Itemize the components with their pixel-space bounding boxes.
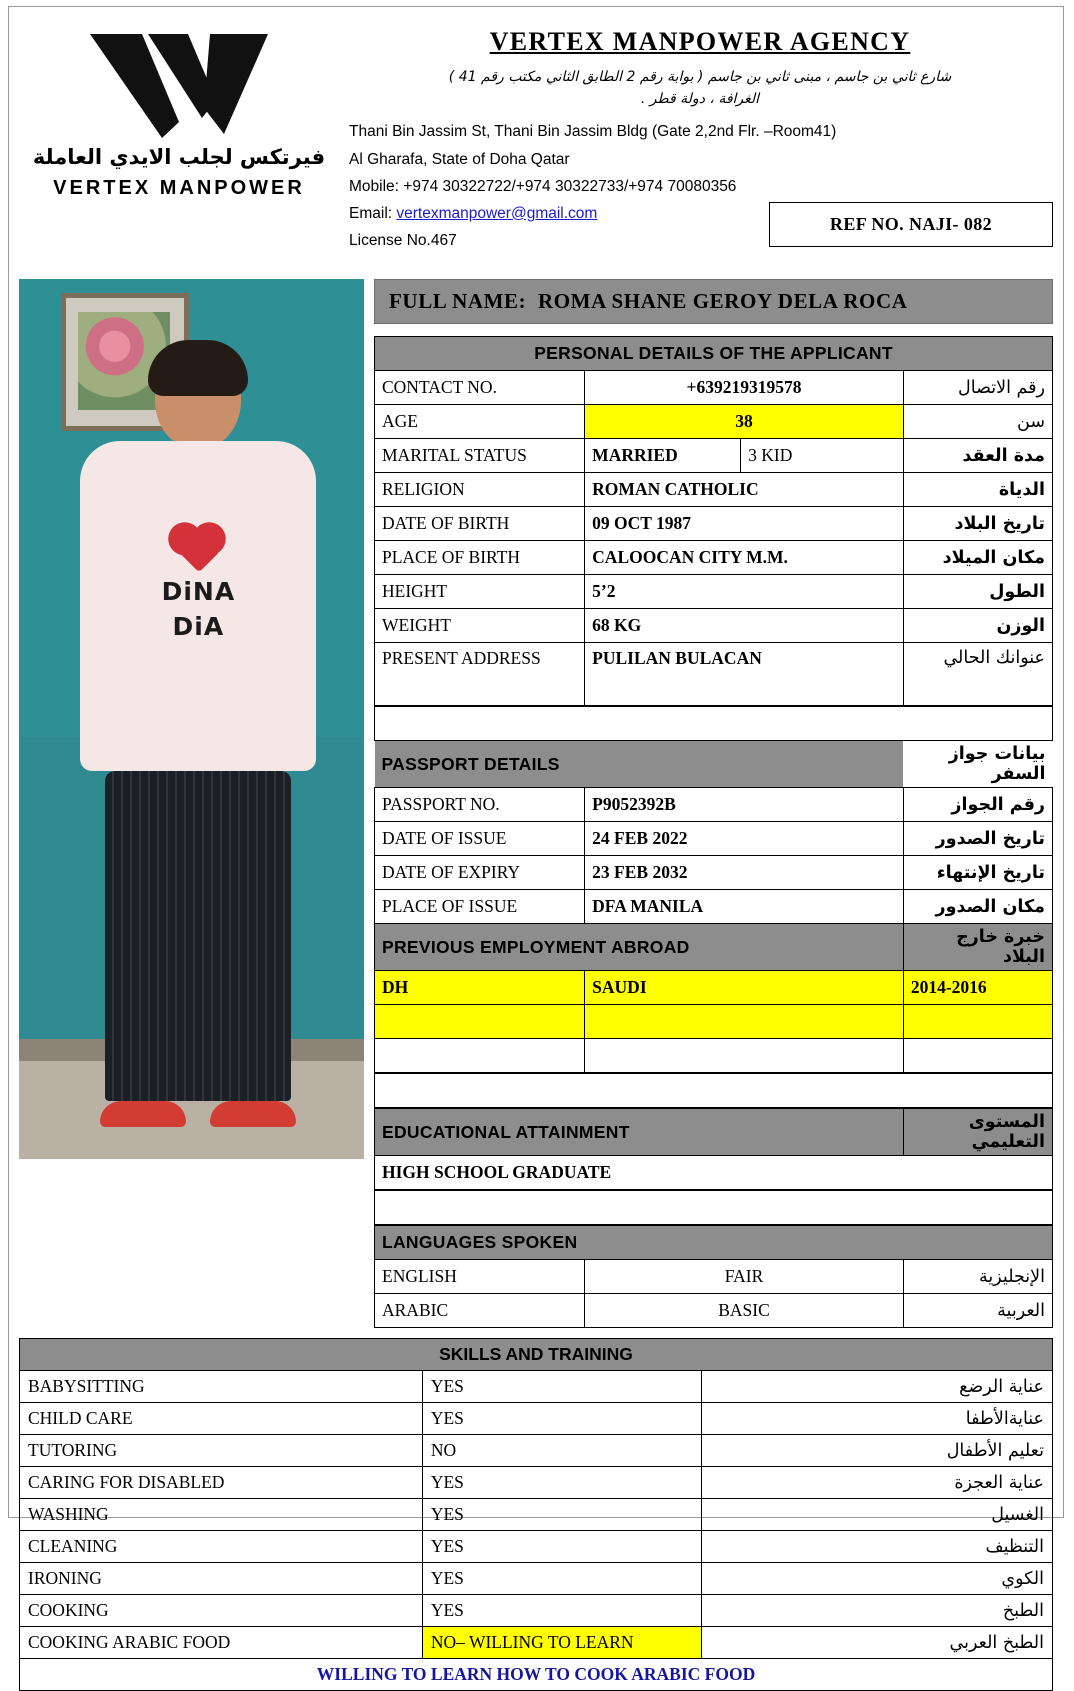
row-label: PLACE OF ISSUE bbox=[375, 890, 585, 924]
skill-name: IRONING bbox=[20, 1563, 423, 1595]
education-section-header-arabic: المستوى التعليمي bbox=[903, 1109, 1052, 1156]
row-label: AGE bbox=[375, 405, 585, 439]
row-value: 38 bbox=[585, 405, 904, 439]
prev-years bbox=[903, 1005, 1052, 1039]
row-arabic: رقم الاتصال bbox=[903, 371, 1052, 405]
row-label: DATE OF BIRTH bbox=[375, 507, 585, 541]
languages-table bbox=[374, 1225, 1053, 1328]
full-name-label: FULL NAME: bbox=[389, 289, 526, 313]
row-arabic: الدياة bbox=[903, 473, 1052, 507]
row-arabic: رقم الجواز bbox=[903, 788, 1052, 822]
table-row bbox=[20, 1403, 1053, 1435]
logo-english-text: VERTEX MANPOWER bbox=[19, 177, 339, 200]
row-value: 68 KG bbox=[585, 609, 904, 643]
row-value: CALOOCAN CITY M.M. bbox=[585, 541, 904, 575]
table-row bbox=[375, 890, 1053, 924]
skill-value: YES bbox=[422, 1595, 701, 1627]
skill-value: YES bbox=[422, 1531, 701, 1563]
prev-position bbox=[375, 1039, 585, 1073]
language-name: ARABIC bbox=[375, 1294, 585, 1328]
skill-arabic: الطبخ bbox=[701, 1595, 1052, 1627]
skills-footer-note: WILLING TO LEARN HOW TO COOK ARABIC FOOD bbox=[20, 1659, 1053, 1691]
row-value: DFA MANILA bbox=[585, 890, 904, 924]
row-arabic: عنوانك الحالي bbox=[903, 643, 1052, 706]
table-row bbox=[20, 1531, 1053, 1563]
table-row bbox=[20, 1659, 1053, 1691]
agency-address-arabic-line1: شارع ثاني بن جاسم ، مبنى ثاني بن جاسم ( بوابة رقم 2 الطابق الثاني مكتب رقم 41 ) bbox=[347, 67, 1053, 89]
table-row bbox=[20, 1467, 1053, 1499]
table-row bbox=[20, 1627, 1053, 1659]
row-arabic: سن bbox=[903, 405, 1052, 439]
logo-arabic-text: فيرتكس لجلب الايدي العاملة bbox=[19, 145, 339, 169]
row-value: P9052392B bbox=[585, 788, 904, 822]
row-arabic: مدة العقد bbox=[903, 439, 1052, 473]
row-arabic: الوزن bbox=[903, 609, 1052, 643]
language-name: ENGLISH bbox=[375, 1260, 585, 1294]
skill-arabic: التنظيف bbox=[701, 1531, 1052, 1563]
row-value: 09 OCT 1987 bbox=[585, 507, 904, 541]
table-row bbox=[375, 405, 1053, 439]
table-row bbox=[375, 1156, 1053, 1190]
agency-address-line2: Al Gharafa, State of Doha Qatar bbox=[347, 146, 1053, 173]
row-label: PLACE OF BIRTH bbox=[375, 541, 585, 575]
skill-arabic: عناية‌الأطفا bbox=[701, 1403, 1052, 1435]
row-extra: 3 KID bbox=[741, 439, 904, 473]
table-row bbox=[375, 643, 1053, 706]
row-label: PASSPORT NO. bbox=[375, 788, 585, 822]
previous-employment-header-arabic: خبرة خارج البلاد bbox=[903, 924, 1052, 971]
row-arabic: تاريخ الإنتهاء bbox=[903, 856, 1052, 890]
skill-name: COOKING ARABIC FOOD bbox=[20, 1627, 423, 1659]
passport-section-header: PASSPORT DETAILS bbox=[375, 741, 904, 788]
skill-arabic: عناية الرضع bbox=[701, 1371, 1052, 1403]
prev-position: DH bbox=[375, 971, 585, 1005]
vertex-logo-icon bbox=[19, 31, 339, 141]
skill-value: NO– WILLING TO LEARN bbox=[422, 1627, 701, 1659]
passport-details-table bbox=[374, 741, 1053, 1073]
passport-section-header-arabic: بيانات جواز السفر bbox=[903, 741, 1052, 788]
skill-name: WASHING bbox=[20, 1499, 423, 1531]
skill-arabic: الكوي bbox=[701, 1563, 1052, 1595]
skill-name: CLEANING bbox=[20, 1531, 423, 1563]
row-value: MARRIED bbox=[585, 439, 741, 473]
skill-name: CARING FOR DISABLED bbox=[20, 1467, 423, 1499]
skill-name: COOKING bbox=[20, 1595, 423, 1627]
agency-title: VERTEX MANPOWER AGENCY bbox=[347, 27, 1053, 57]
table-row bbox=[20, 1563, 1053, 1595]
prev-years bbox=[903, 1039, 1052, 1073]
education-table bbox=[374, 1108, 1053, 1190]
row-arabic: مكان الميلاد bbox=[903, 541, 1052, 575]
agency-mobile: Mobile: +974 30322722/+974 30322733/+974 70080356 bbox=[347, 173, 1053, 200]
table-row bbox=[375, 575, 1053, 609]
skill-value: YES bbox=[422, 1467, 701, 1499]
reference-number-box: REF NO. NAJI- 082 bbox=[769, 202, 1053, 247]
agency-email-link[interactable]: vertexmanpower@gmail.com bbox=[396, 205, 597, 222]
document-page bbox=[8, 6, 1064, 1518]
row-label: DATE OF EXPIRY bbox=[375, 856, 585, 890]
skills-section-header: SKILLS AND TRAINING bbox=[20, 1339, 1053, 1371]
row-label: HEIGHT bbox=[375, 575, 585, 609]
agency-address-arabic-line2: الغرافة ، دولة قطر . bbox=[347, 89, 1053, 111]
row-arabic: الطول bbox=[903, 575, 1052, 609]
row-label: MARITAL STATUS bbox=[375, 439, 585, 473]
agency-address-line1: Thani Bin Jassim St, Thani Bin Jassim Bldg (Gate 2,2nd Flr. –Room41) bbox=[347, 118, 1053, 145]
table-row bbox=[375, 822, 1053, 856]
row-label: CONTACT NO. bbox=[375, 371, 585, 405]
language-arabic: العربية bbox=[903, 1294, 1052, 1328]
full-name-value: ROMA SHANE GEROY DELA ROCA bbox=[538, 289, 908, 313]
table-row bbox=[375, 971, 1053, 1005]
row-arabic: تاريخ الصدور bbox=[903, 822, 1052, 856]
prev-country bbox=[585, 1005, 904, 1039]
prev-years: 2014-2016 bbox=[903, 971, 1052, 1005]
previous-employment-header: PREVIOUS EMPLOYMENT ABROAD bbox=[375, 924, 904, 971]
skill-arabic: تعليم الأطفال bbox=[701, 1435, 1052, 1467]
table-row bbox=[20, 1435, 1053, 1467]
document-header bbox=[9, 7, 1063, 279]
skill-arabic: الطبخ العربي bbox=[701, 1627, 1052, 1659]
row-label: WEIGHT bbox=[375, 609, 585, 643]
agency-email-label: Email: bbox=[349, 205, 392, 222]
skill-arabic: عناية العجزة bbox=[701, 1467, 1052, 1499]
skill-value: YES bbox=[422, 1499, 701, 1531]
table-row bbox=[375, 371, 1053, 405]
table-row bbox=[375, 856, 1053, 890]
prev-country: SAUDI bbox=[585, 971, 904, 1005]
row-arabic: مكان الصدور bbox=[903, 890, 1052, 924]
skill-value: YES bbox=[422, 1403, 701, 1435]
table-row bbox=[375, 1005, 1053, 1039]
skill-arabic: الغسيل bbox=[701, 1499, 1052, 1531]
table-row bbox=[375, 609, 1053, 643]
table-row bbox=[375, 507, 1053, 541]
row-label: PRESENT ADDRESS bbox=[375, 643, 585, 706]
personal-section-header: PERSONAL DETAILS OF THE APPLICANT bbox=[375, 337, 1053, 371]
skills-table bbox=[19, 1338, 1053, 1691]
row-value: 24 FEB 2022 bbox=[585, 822, 904, 856]
languages-section-header: LANGUAGES SPOKEN bbox=[375, 1226, 1053, 1260]
table-row bbox=[20, 1371, 1053, 1403]
education-value: HIGH SCHOOL GRADUATE bbox=[375, 1156, 1053, 1190]
row-value: +639219319578 bbox=[585, 371, 904, 405]
table-row bbox=[375, 473, 1053, 507]
skill-name: BABYSITTING bbox=[20, 1371, 423, 1403]
skill-value: YES bbox=[422, 1563, 701, 1595]
language-arabic: الإنجليزية bbox=[903, 1260, 1052, 1294]
row-label: DATE OF ISSUE bbox=[375, 822, 585, 856]
row-label: RELIGION bbox=[375, 473, 585, 507]
table-row bbox=[20, 1595, 1053, 1627]
skill-value: YES bbox=[422, 1371, 701, 1403]
table-row bbox=[375, 788, 1053, 822]
agency-license: License No.467 bbox=[347, 227, 1053, 254]
education-section-header: EDUCATIONAL ATTAINMENT bbox=[375, 1109, 904, 1156]
full-name-bar bbox=[374, 279, 1053, 324]
skills-section bbox=[9, 1328, 1063, 1691]
agency-logo-block bbox=[19, 25, 339, 200]
row-value: 5’2 bbox=[585, 575, 904, 609]
photo-person: DiNA DiA bbox=[73, 349, 323, 1127]
table-row bbox=[375, 1260, 1053, 1294]
skill-name: TUTORING bbox=[20, 1435, 423, 1467]
prev-position bbox=[375, 1005, 585, 1039]
table-row bbox=[375, 541, 1053, 575]
row-value: ROMAN CATHOLIC bbox=[585, 473, 904, 507]
table-row bbox=[375, 439, 1053, 473]
row-value: 23 FEB 2032 bbox=[585, 856, 904, 890]
agency-address-arabic bbox=[347, 67, 1053, 110]
table-row bbox=[375, 1294, 1053, 1328]
language-level: BASIC bbox=[585, 1294, 904, 1328]
table-row bbox=[375, 1039, 1053, 1073]
prev-country bbox=[585, 1039, 904, 1073]
skill-value: NO bbox=[422, 1435, 701, 1467]
row-arabic: تاريخ البلاد bbox=[903, 507, 1052, 541]
skill-name: CHILD CARE bbox=[20, 1403, 423, 1435]
language-level: FAIR bbox=[585, 1260, 904, 1294]
personal-details-table bbox=[374, 336, 1053, 706]
row-value: PULILAN BULACAN bbox=[585, 643, 904, 706]
applicant-photo bbox=[19, 279, 364, 1159]
